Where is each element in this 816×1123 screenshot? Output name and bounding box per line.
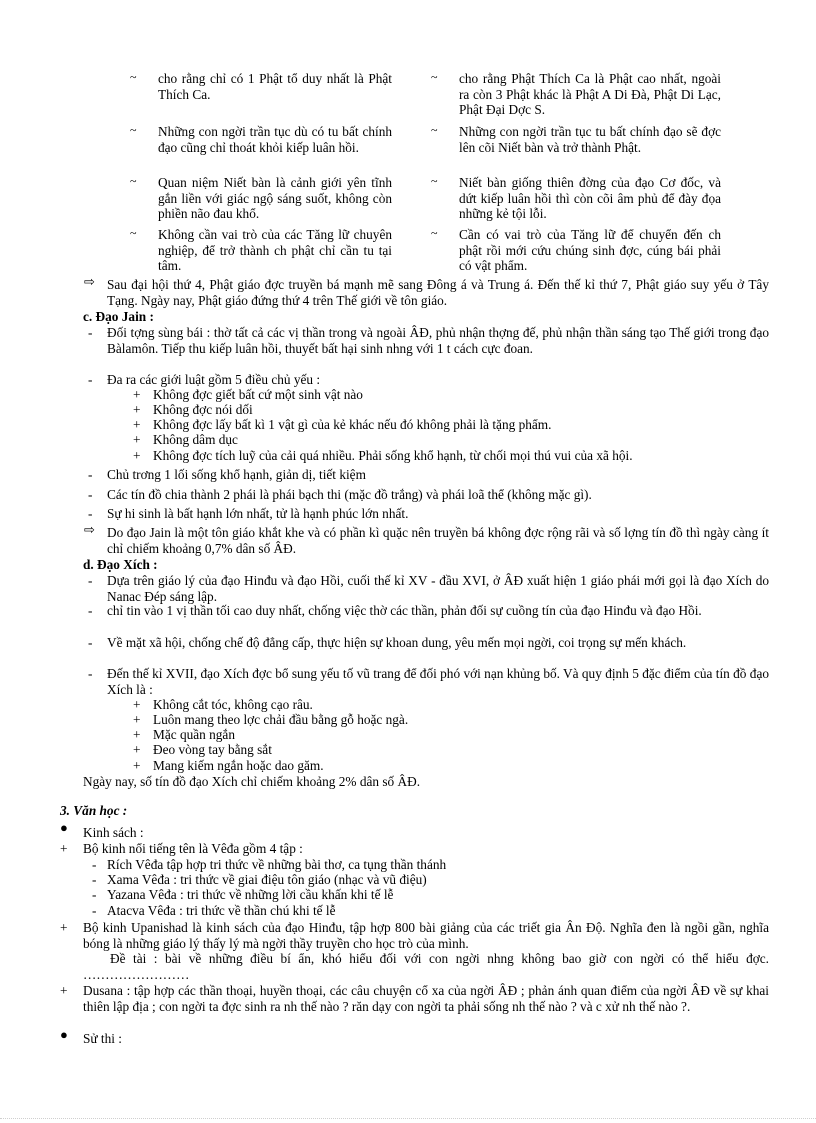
arrow-right-icon: ⇨ (84, 522, 95, 537)
tilde-marker: ~ (130, 174, 137, 188)
plus-marker: + (133, 432, 141, 447)
kinh-sach: Kinh sách : (83, 825, 144, 840)
xich-rule: Mang kiếm ngắn hoặc dao găm. (153, 758, 324, 773)
jain-rule: Không dâm dục (153, 432, 238, 447)
plus-marker: + (133, 758, 141, 773)
comparison-text: Không cần vai trò của các Tăng lữ chuyên nghiệp, để trở thành ch phật chỉ cần tu tại tâm. (158, 227, 392, 273)
tilde-marker: ~ (431, 123, 438, 137)
jain-item-1: Đối tợng sùng bái : thờ tất cả các vị thần trong và ngoài ÂĐ, phủ nhận thợng đế, phủ nhận thần sáng tạo Thế giới trong đạo Bàlamôn. Tiếp thu kiếp luân hồi, thuyết bất hại sinh nhng với 1 t cách cực đoan. (107, 325, 769, 356)
dash-marker: - (92, 903, 97, 918)
veda-item: Atacva Vêđa : tri thức về thần chú khi tế lễ (107, 903, 336, 918)
veda-intro: Bộ kinh nổi tiếng tên là Vêđa gồm 4 tập : (83, 841, 303, 856)
tilde-marker: ~ (431, 174, 438, 188)
xich-rule: Không cắt tóc, không cạo râu. (153, 697, 313, 712)
plus-marker: + (133, 448, 141, 463)
plus-marker: + (133, 697, 141, 712)
veda-item: Yazana Vêđa : tri thức về những lời cầu khấn khi tế lễ (107, 887, 394, 902)
bullet-icon: ● (60, 1027, 68, 1042)
dash-marker: - (92, 887, 97, 902)
tilde-marker: ~ (431, 70, 438, 84)
plus-marker: + (133, 387, 141, 402)
heading-van-hoc: 3. Văn học : (60, 803, 128, 818)
comparison-text: Những con ngời trần tục dù có tu bất chính đạo cũng chỉ thoát khỏi kiếp luân hồi. (158, 124, 392, 155)
jain-item-5: Sự hi sinh là bất hạnh lớn nhất, tử là hạnh phúc lớn nhất. (107, 506, 409, 521)
dash-marker: - (92, 857, 97, 872)
plus-marker: + (133, 742, 141, 757)
dash-marker: - (88, 603, 93, 618)
comparison-text: cho rằng chỉ có 1 Phật tổ duy nhất là Phật Thích Ca. (158, 71, 392, 102)
jain-rule: Không đợc tích luỹ của cải quá nhiều. Phải sống khổ hạnh, từ chối mọi thú vui của xã hội. (153, 448, 633, 463)
dash-marker: - (88, 467, 93, 482)
dash-marker: - (88, 666, 93, 681)
tilde-marker: ~ (130, 123, 137, 137)
tilde-marker: ~ (431, 226, 438, 240)
dash-marker: - (88, 372, 93, 387)
jain-rule: Không đợc nói dối (153, 402, 253, 417)
plus-marker: + (60, 920, 68, 935)
xich-item-2: chỉ tin vào 1 vị thần tối cao duy nhất, chống việc thờ các thần, phản đối sự cuồng tín của đạo Hinđu và đạo Hồi. (107, 603, 702, 618)
tilde-marker: ~ (130, 70, 137, 84)
comparison-text: Những con ngời trần tục tu bất chính đạo sẽ đợc lên cõi Niết bàn và trở thành Phật. (459, 124, 721, 155)
comparison-text: Cần có vai trò của Tăng lữ để chuyển đến ch phật rồi mới cứu chúng sinh đợc, cúng bái phải có vật phẩm. (459, 227, 721, 273)
heading-dao-xich: d. Đạo Xích : (83, 557, 158, 572)
page-bottom-border (0, 1118, 816, 1119)
comparison-text: cho rằng Phật Thích Ca là Phật cao nhất, ngoài ra còn 3 Phật khác là Phật A Di Đà, Phật Di Lạc, Phật Đại Dợc S. (459, 71, 721, 117)
bullet-icon: ● (60, 820, 68, 835)
heading-dao-jain: c. Đạo Jain : (83, 309, 154, 324)
dash-marker: - (92, 872, 97, 887)
plus-marker: + (133, 712, 141, 727)
paragraph-do-dao-jain: Do đạo Jain là một tôn giáo khắt khe và có phần kì quặc nên truyền bá không đợc rộng rãi và số lợng tín đồ thì ngày càng ít chỉ chiếm khoảng 0,7% dân số ÂĐ. (107, 525, 769, 556)
comparison-text: Quan niệm Niết bàn là cảnh giới yên tĩnh gắn liền với giác ngộ sáng suốt, không còn phiền não đau khổ. (158, 175, 392, 221)
jain-item-2: Đa ra các giới luật gồm 5 điều chủ yếu : (107, 372, 321, 387)
dash-marker: - (88, 487, 93, 502)
xich-item-1: Dựa trên giáo lý của đạo Hinđu và đạo Hồi, cuối thế kỉ XV - đầu XVI, ở ÂĐ xuất hiện 1 giáo phái mới gọi là đạo Xích do Nanac Đép sáng lập. (107, 573, 769, 604)
xich-item-3: Về mặt xã hội, chống chế độ đẳng cấp, thực hiện sự khoan dung, yêu mến mọi ngời, coi trọng sự mến khách. (107, 635, 687, 650)
de-tai-paragraph: Đề tài : bài về những điều bí ẩn, khó hiểu đối với con ngời nhng không bao giờ con ngời có thể hiểu đợc. …………………… (83, 951, 769, 982)
plus-marker: + (133, 402, 141, 417)
paragraph-sau-dai-hoi: Sau đại hội thứ 4, Phật giáo đợc truyền bá mạnh mẽ sang Đông á và Trung á. Đến thế kỉ thứ 7, Phật giáo suy yếu ở Tây Tạng. Ngày nay, Phật giáo đứng thứ 4 trên Thế giới về tôn giáo. (107, 277, 769, 308)
su-thi: Sử thi : (83, 1031, 122, 1046)
plus-marker: + (133, 727, 141, 742)
dusana-paragraph: Dusana : tập hợp các thần thoại, huyền thoại, các câu chuyện cổ xa của ngời ÂĐ ; phản ánh quan điểm của ngời ÂĐ về sự khai thiên lập địa ; con ngời ta đợc sinh ra nh thế nào ? răn dạy con ngời ta phải sống nh thế nào ? và c xử nh thế nào ?. (83, 983, 769, 1014)
xich-item-4: Đến thế kỉ XVII, đạo Xích đợc bổ sung yếu tố vũ trang để đối phó với nạn khủng bố. Và quy định 5 đặc điểm của tín đồ đạo Xích là : (107, 666, 769, 697)
upanishad-paragraph: Bộ kinh Upanishad là kinh sách của đạo Hinđu, tập hợp 800 bài giảng của các triết gia Ân Độ. Nghĩa đen là ngồi gần, nghĩa bóng là những giáo lý thấy lý mà ngời thầy truyền cho học trò của mình. (83, 920, 769, 951)
arrow-right-icon: ⇨ (84, 274, 95, 289)
comparison-text: Niết bàn giống thiên đờng của đạo Cơ đốc, và dứt kiếp luân hồi thì còn cõi âm phủ để đày đọa những kẻ tội lỗi. (459, 175, 721, 221)
dash-marker: - (88, 325, 93, 340)
jain-item-3: Chủ trơng 1 lối sống khổ hạnh, giản dị, tiết kiệm (107, 467, 366, 482)
veda-item: Xama Vêđa : tri thức về giai điệu tôn giáo (nhạc và vũ điệu) (107, 872, 427, 887)
veda-item: Rích Vêđa tập hợp tri thức về những bài thơ, ca tụng thần thánh (107, 857, 447, 872)
xich-conclusion: Ngày nay, số tín đồ đạo Xích chỉ chiếm khoảng 2% dân số ÂĐ. (83, 774, 421, 789)
dash-marker: - (88, 573, 93, 588)
jain-rule: Không đợc lấy bất kì 1 vật gì của kẻ khác nếu đó không phải là tặng phẩm. (153, 417, 552, 432)
plus-marker: + (133, 417, 141, 432)
jain-rule: Không đợc giết bất cứ một sinh vật nào (153, 387, 363, 402)
dash-marker: - (88, 635, 93, 650)
xich-rule: Luôn mang theo lợc chải đầu bằng gỗ hoặc ngà. (153, 712, 409, 727)
xich-rule: Đeo vòng tay bằng sắt (153, 742, 272, 757)
plus-marker: + (60, 983, 68, 998)
plus-marker: + (60, 841, 68, 856)
xich-rule: Mặc quần ngắn (153, 727, 235, 742)
jain-item-4: Các tín đồ chia thành 2 phái là phái bạch thi (mặc đồ trắng) và phái loã thể (không mặc gì). (107, 487, 592, 502)
tilde-marker: ~ (130, 226, 137, 240)
dash-marker: - (88, 506, 93, 521)
